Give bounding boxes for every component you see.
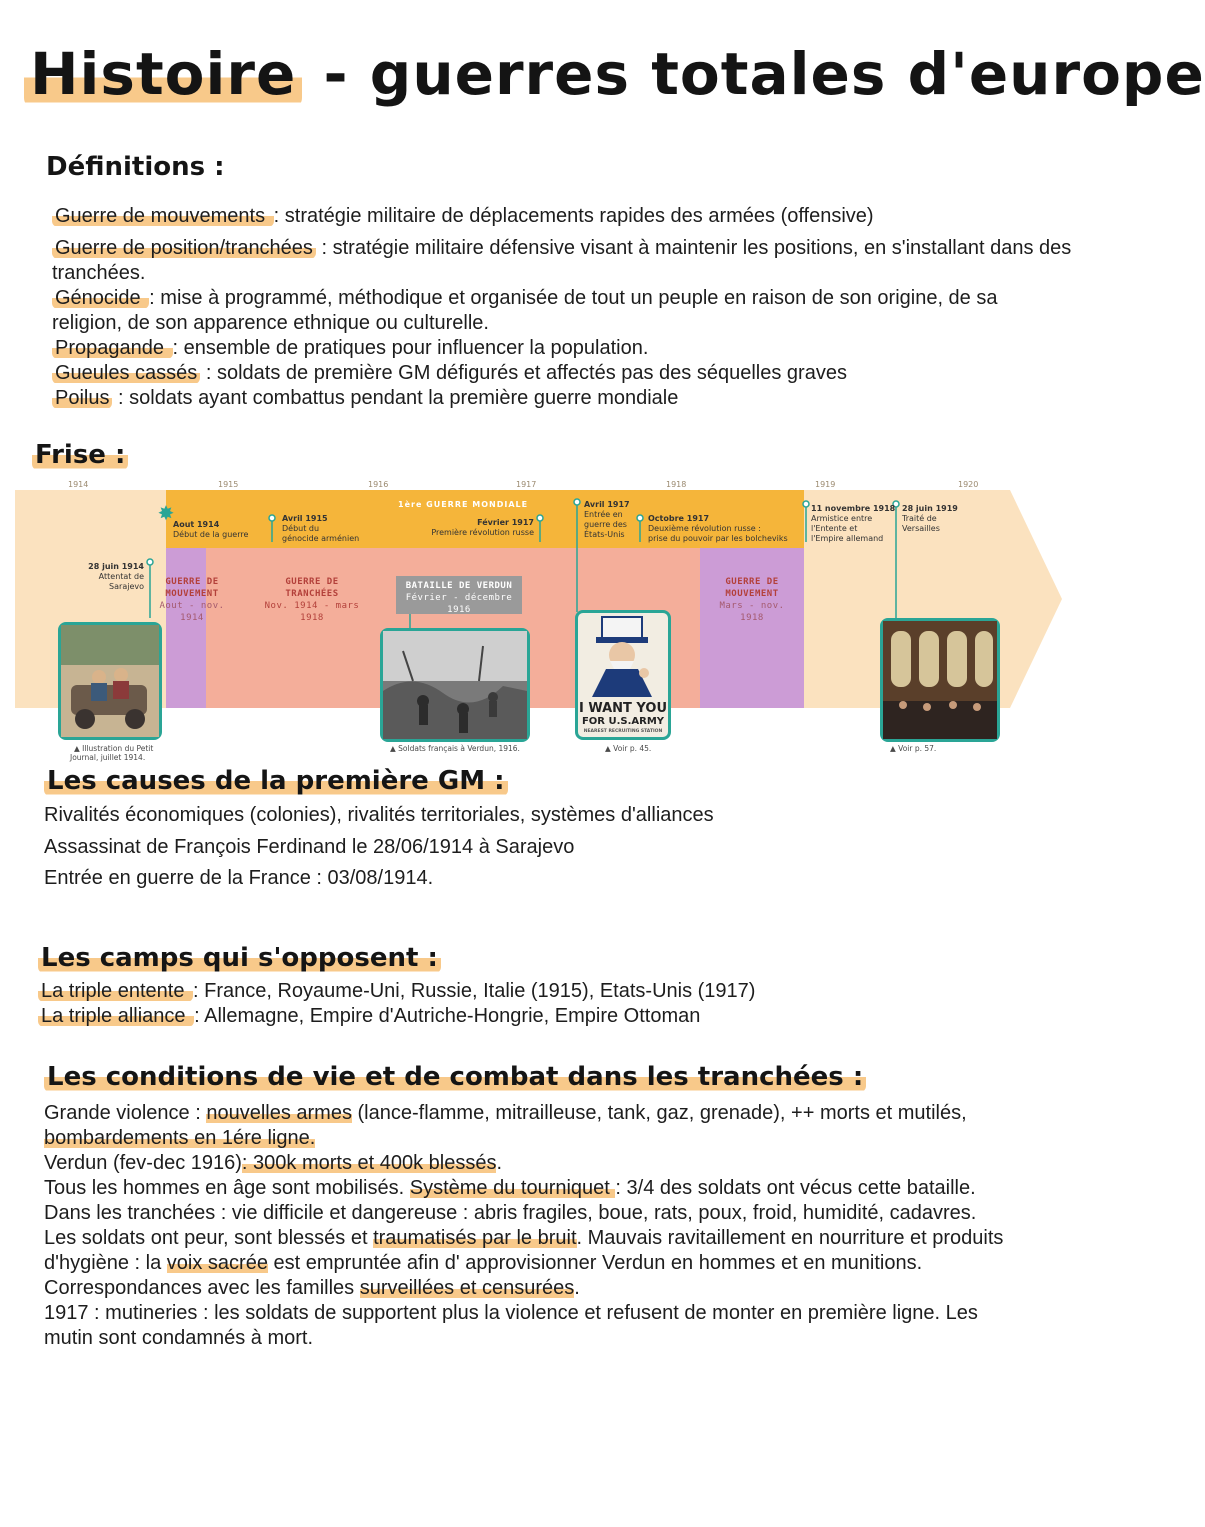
timeline [0, 472, 1080, 772]
poster-line: NEAREST RECRUITING STATION [583, 729, 663, 734]
illustration-uncle-sam [578, 613, 668, 697]
definition-item [52, 236, 1072, 286]
definition-term: Gueules cassés [52, 362, 200, 384]
event-fevrier-1917 [430, 518, 534, 538]
event-date: Avril 1915 [282, 514, 328, 523]
definition-text: : mise à programmé, méthodique et organisée de tout un peuple en raison de son origine, de sa religion, de son apparence ethnique ou culturelle. [52, 287, 998, 334]
event-aout-1914 [173, 520, 248, 540]
event-octobre-1917 [648, 514, 788, 544]
definition-item [52, 286, 1072, 336]
highlight-run: nouvelles armes [206, 1102, 352, 1124]
definitions-heading: Définitions : [46, 152, 225, 182]
page-title [24, 40, 1205, 108]
poster-text [578, 702, 668, 735]
causes-list [44, 800, 1034, 895]
year-tick: 1915 [218, 480, 239, 489]
event-attentat [84, 562, 144, 592]
caption-versailles: ▲ Voir p. 57. [890, 744, 937, 753]
photo-versailles [880, 618, 1000, 742]
event-line: Armistice entre [811, 514, 873, 523]
highlight-run: : 300k morts et 400k blessés [241, 1152, 497, 1174]
event-line: génocide arménien [282, 534, 360, 543]
caption-line: ▲ Illustration du Petit [74, 744, 154, 753]
title-rest: - guerres totales d'europe [302, 40, 1205, 108]
period-line: GUERRE DE [165, 577, 219, 587]
camp-term: La triple entente [38, 980, 193, 1002]
period-line: GUERRE DE [725, 577, 779, 587]
event-line: Attentat de [98, 572, 144, 581]
event-date: Avril 1917 [584, 500, 630, 509]
conditions-paragraph [44, 1151, 1004, 1176]
definition-item [52, 336, 1072, 361]
event-date: 28 juin 1919 [902, 504, 958, 513]
event-date: Février 1917 [477, 518, 534, 527]
event-line: guerre des [584, 520, 627, 529]
highlight-run: voix sacrée [166, 1252, 268, 1274]
period-line: TRANCHÉES [285, 589, 339, 599]
period-label-tranchees [254, 576, 370, 624]
definitions-list [52, 204, 1072, 411]
year-tick: 1918 [666, 480, 687, 489]
event-line: Début du [282, 524, 320, 533]
definition-text: : stratégie militaire de déplacements rapides des armées (offensive) [273, 205, 874, 227]
event-date: 28 juin 1914 [88, 562, 144, 571]
frise-heading-text: Frise : [32, 440, 128, 470]
event-line: prise du pouvoir par les bolcheviks [648, 534, 788, 543]
text-run: Verdun (fev-dec 1916) [44, 1152, 242, 1174]
text-run: Correspondances avec les familles [44, 1277, 360, 1299]
period-label-mouvement-1 [150, 576, 234, 624]
period-mouvement-1918 [700, 548, 804, 708]
definition-text: : stratégie militaire défensive visant à maintenir les positions, en s'installant dans des tranchées. [52, 237, 1072, 284]
caption-line: Journal, juillet 1914. [70, 753, 146, 762]
period-line: MOUVEMENT [725, 589, 779, 599]
illustration-sarajevo [61, 625, 159, 737]
causes-heading-text: Les causes de la première GM : [44, 766, 508, 796]
year-tick: 1916 [368, 480, 389, 489]
event-avril-1915 [282, 514, 359, 544]
text-run: Tous les hommes en âge sont mobilisés. [44, 1177, 410, 1199]
text-run: Dans les tranchées : vie difficile et dangereuse : abris fragiles, boue, rats, poux, froid, humidité, cadavres. Les soldats ont peur, sont blessés et [44, 1202, 977, 1249]
event-line: Versailles [902, 524, 940, 533]
camps-heading-text: Les camps qui s'opposent : [38, 943, 441, 973]
causes-heading [44, 766, 508, 796]
text-run: Grande violence : [44, 1102, 207, 1124]
event-date: Octobre 1917 [648, 514, 710, 523]
definition-item [52, 361, 1072, 386]
caption-verdun: ▲ Soldats français à Verdun, 1916. [390, 744, 520, 753]
text-run: . [574, 1277, 580, 1299]
poster-line: FOR U.S.ARMY [581, 716, 665, 727]
highlight-run: bombardements en 1ére ligne. [44, 1127, 316, 1149]
poster-line: I WANT YOU [578, 701, 667, 716]
conditions-paragraph: 1917 : mutineries : les soldats de supportent plus la violence et refusent de monter en première ligne. Les mutin sont condamnés à mort. [44, 1302, 978, 1349]
definition-item [52, 204, 1072, 229]
year-tick: 1914 [68, 480, 89, 489]
event-avril-1917 [584, 500, 630, 540]
photo-sarajevo [58, 622, 162, 740]
conditions-heading [44, 1062, 866, 1092]
text-run: : 3/4 des soldats ont vécus cette bataille. [615, 1177, 976, 1199]
conditions-paragraph [44, 1101, 1004, 1151]
event-date: Aout 1914 [173, 520, 220, 529]
event-date: 11 novembre 1918 [811, 504, 896, 513]
period-line: MOUVEMENT [165, 589, 219, 599]
period-label-verdun [396, 576, 522, 614]
camp-item [38, 1004, 1028, 1029]
conditions-text [44, 1101, 1004, 1351]
camp-term: La triple alliance [38, 1005, 194, 1027]
definition-term: Guerre de mouvements [52, 205, 274, 227]
conditions-paragraph [44, 1176, 1004, 1201]
definition-item [52, 386, 1072, 411]
camp-text: : Allemagne, Empire d'Autriche-Hongrie, Empire Ottoman [194, 1005, 701, 1027]
period-line: GUERRE DE [285, 577, 339, 587]
camp-item [38, 979, 1028, 1004]
cause-line: Entrée en guerre de la France : 03/08/1914. [44, 867, 434, 889]
text-run: . Mauvais ravitaillement en nourriture et produits d'hygiène : la [44, 1227, 1004, 1274]
illustration-versailles [883, 621, 997, 739]
war-label: 1ère GUERRE MONDIALE [398, 500, 529, 509]
event-line: Deuxième révolution russe : [648, 524, 761, 533]
cause-line: Rivalités économiques (colonies), rivalités territoriales, systèmes d'alliances [44, 804, 714, 826]
period-dates: Nov. 1914 - mars 1918 [264, 601, 360, 623]
event-line: Entrée en [584, 510, 623, 519]
year-tick: 1917 [516, 480, 537, 489]
text-run: est empruntée afin d' approvisionner Verdun en hommes et en munitions. [267, 1252, 923, 1274]
title-highlight: Histoire [24, 40, 302, 108]
conditions-paragraph [44, 1201, 1004, 1276]
text-run: . [496, 1152, 503, 1174]
event-line: États-Unis [584, 530, 625, 539]
frise-heading [32, 440, 128, 470]
period-mouvement-1914 [166, 548, 206, 708]
highlight-run: Système du tourniquet [409, 1177, 616, 1199]
event-line: l'Empire allemand [811, 534, 884, 543]
period-line: BATAILLE DE VERDUN [405, 581, 513, 591]
conditions-paragraph [44, 1276, 1004, 1301]
camps-list [38, 979, 1028, 1029]
definition-text: : soldats de première GM défigurés et affectés pas des séquelles graves [200, 362, 847, 384]
event-armistice [811, 504, 895, 544]
event-line: Traité de [902, 514, 937, 523]
text-run: (lance-flamme, mitrailleuse, tank, gaz, grenade), ++ morts et mutilés, [351, 1102, 967, 1124]
conditions-heading-text: Les conditions de vie et de combat dans les tranchées : [44, 1062, 866, 1092]
definition-term: Poilus [52, 387, 112, 409]
definition-text: : ensemble de pratiques pour influencer la population. [172, 337, 649, 359]
period-dates: Février - décembre 1916 [405, 593, 513, 615]
highlight-run: surveillées et censurées [359, 1277, 575, 1299]
period-dates: Mars - nov. 1918 [719, 601, 785, 623]
event-versailles [902, 504, 958, 534]
event-line: Sarajevo [109, 582, 144, 591]
caption-sarajevo [70, 744, 154, 762]
definition-term: Guerre de position/tranchées [52, 237, 316, 259]
camps-heading [38, 943, 441, 973]
period-label-mouvement-2 [706, 576, 798, 624]
event-line: Début de la guerre [173, 530, 249, 539]
period-dates: Aout - nov. 1914 [159, 601, 225, 623]
photo-uncle-sam [575, 610, 671, 740]
definition-text: : soldats ayant combattus pendant la première guerre mondiale [112, 387, 679, 409]
highlight-run: traumatisés par le bruit [373, 1227, 577, 1249]
cause-line: Assassinat de François Ferdinand le 28/06/1914 à Sarajevo [44, 835, 575, 858]
caption-uncle-sam: ▲ Voir p. 45. [605, 744, 652, 753]
definition-term: Propagande [52, 337, 173, 359]
camp-text: : France, Royaume-Uni, Russie, Italie (1915), Etats-Unis (1917) [193, 980, 756, 1002]
star-icon: ✸ [157, 503, 175, 525]
photo-verdun [380, 628, 530, 742]
event-line: l'Entente et [811, 524, 858, 533]
year-tick: 1920 [958, 480, 979, 489]
illustration-verdun [383, 631, 527, 739]
event-line: Première révolution russe [431, 528, 534, 537]
definition-term: Génocide [52, 287, 149, 309]
year-tick: 1919 [815, 480, 836, 489]
